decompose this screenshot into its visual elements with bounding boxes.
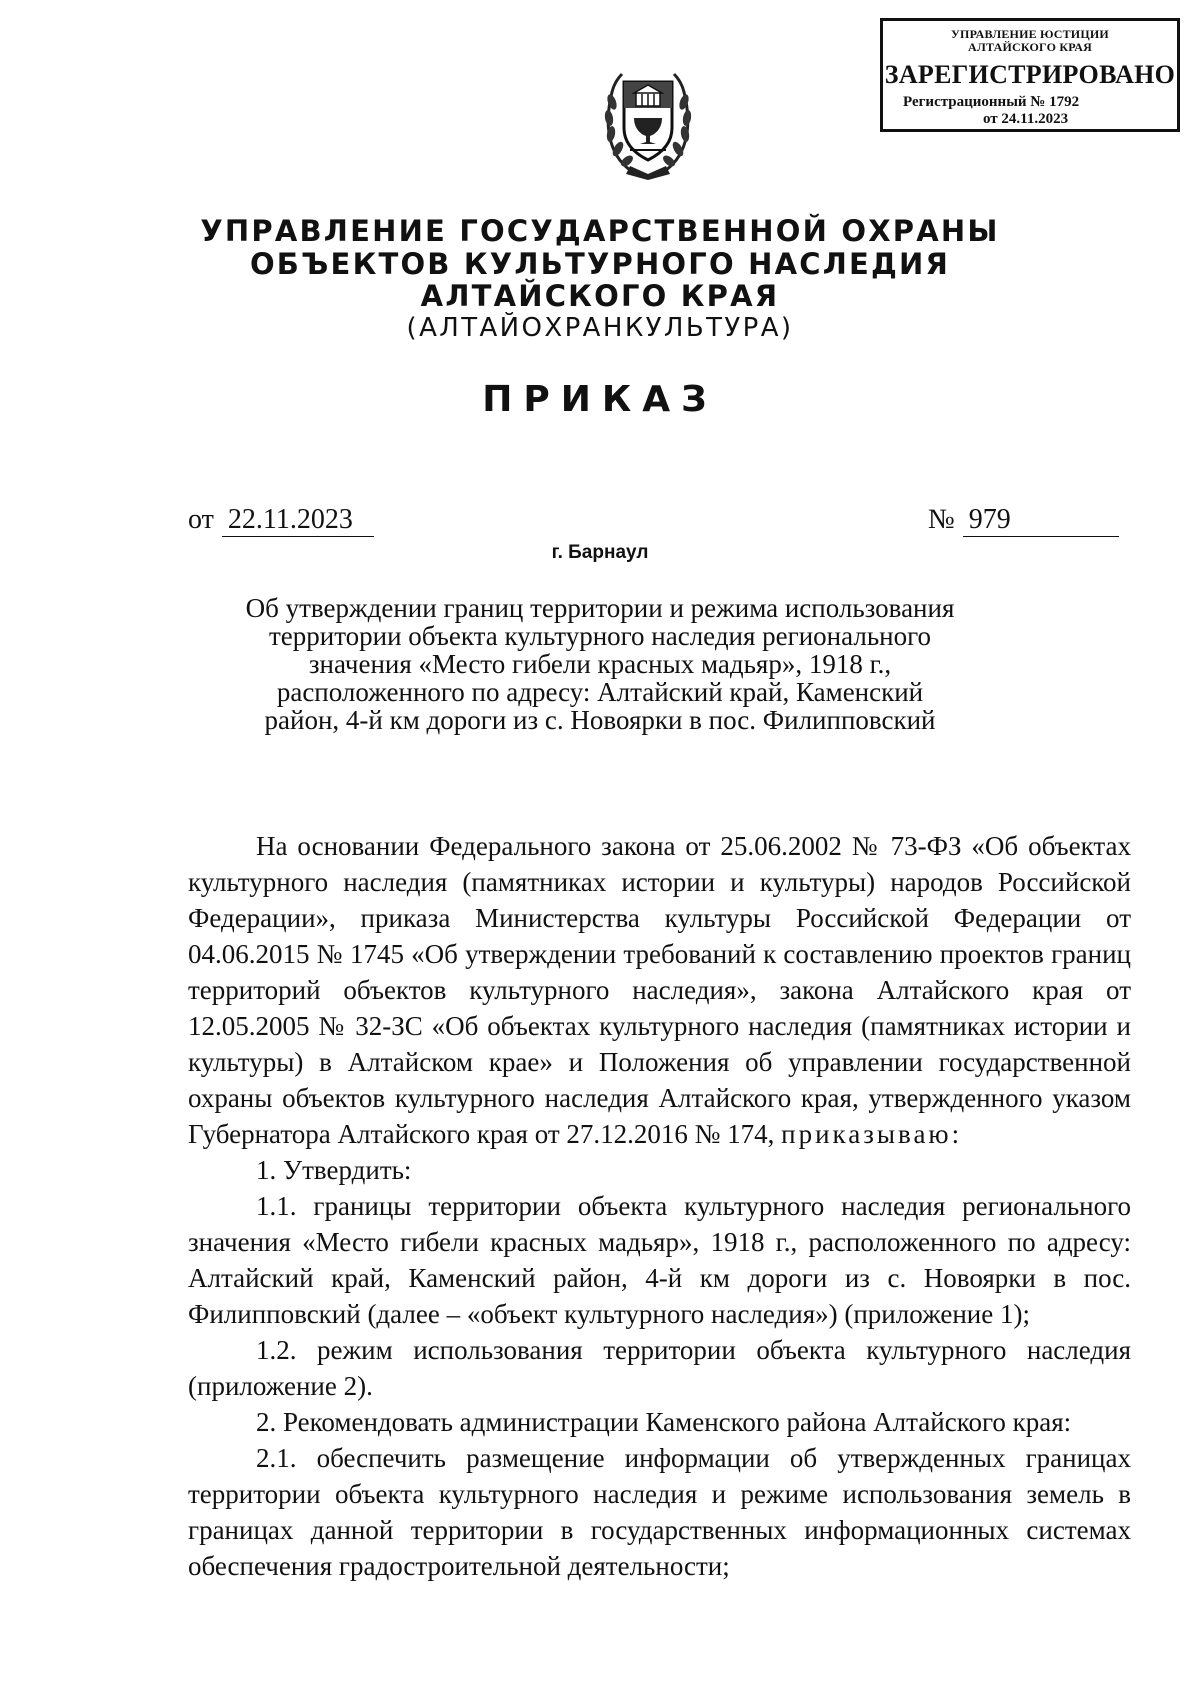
coat-of-arms-icon (600, 62, 696, 180)
stamp-reg-label: Регистрационный № (903, 94, 1046, 110)
stamp-org-line-2: АЛТАЙСКОГО КРАЯ (968, 40, 1092, 54)
org-short-name: (АЛТАЙОХРАНКУЛЬТУРА) (406, 313, 794, 343)
document-type-title: ПРИКАЗ (482, 379, 718, 420)
org-title-line-2: ОБЪЕКТОВ КУЛЬТУРНОГО НАСЛЕДИЯ (249, 247, 951, 281)
item-2: 2. Рекомендовать администрации Каменского района Алтайского края: (256, 1407, 1072, 1437)
stamp-status: ЗАРЕГИСТРИРОВАНО (884, 60, 1176, 89)
preamble-text: На основании Федерального закона от 25.06.2002 № 73-ФЗ «Об объектах культурного наследия (памятниках истории и культуры) народов Российской Федерации», приказа Министерства культуры Российской Федерации от 04.06.2015 № 1745 «Об утверждении требований к составлению проектов границ территорий объектов культурного наследия», закона Алтайского края от 12.05.2005 № 32-ЗС «Об объектах культурного наследия (памятниках истории и культуры) в Алтайском крае» и Положения об управлении государственной охраны объектов культурного наследия Алтайского края, утвержденного указом Губернатора Алтайского края от 27.12.2016 № 174, (188, 831, 1131, 1149)
preamble-paragraph (188, 828, 1131, 1152)
order-body (188, 828, 1131, 1584)
stamp-reg-number-row (883, 94, 1177, 111)
subject-line: территории объекта культурного наследия регионального (268, 621, 931, 651)
subject-line: Об утверждении границ территории и режима использования (245, 593, 955, 623)
stamp-date-label: от (983, 111, 998, 127)
order-date-label: от (188, 504, 214, 535)
stamp-date: 24.11.2023 (1001, 111, 1069, 127)
stamp-date-row (883, 111, 1177, 128)
stamp-org-line-1: УПРАВЛЕНИЕ ЮСТИЦИИ (951, 27, 1109, 41)
item-1: 1. Утвердить: (256, 1155, 412, 1185)
order-number-row (928, 504, 1119, 537)
order-date: 22.11.2023 (222, 504, 374, 537)
item-1-1: 1.1. границы территории объекта культурного наследия регионального значения «Место гибели красных мадьяр», 1918 г., расположенного по адресу: Алтайский край, Каменский район, 4-й км дороги из с. Новоярки в пос. Филипповский (далее – «объект культурного наследия») (приложение 1); (188, 1191, 1131, 1329)
subject-line: расположенного по адресу: Алтайский край, Каменский (276, 677, 924, 707)
subject-line: значения «Место гибели красных мадьяр», 1918 г., (308, 649, 892, 679)
order-date-row (188, 504, 374, 537)
registration-stamp (880, 18, 1180, 132)
org-title-line-1: УПРАВЛЕНИЕ ГОСУДАРСТВЕННОЙ ОХРАНЫ (200, 214, 1000, 248)
order-number-label: № (928, 504, 955, 535)
org-title-line-3: АЛТАЙСКОГО КРАЯ (420, 279, 780, 313)
city: г. Барнаул (551, 542, 649, 563)
order-number: 979 (963, 504, 1119, 537)
subject-line: район, 4-й км дороги из с. Новоярки в пос. Филипповский (264, 705, 936, 735)
stamp-reg-number: 1792 (1049, 94, 1080, 110)
item-2-1: 2.1. обеспечить размещение информации об утвержденных границах территории объекта культурного наследия и режиме использования земель в границах данной территории в государственных информационных системах обеспечения градостроительной деятельности; (188, 1443, 1131, 1581)
item-1-2: 1.2. режим использования территории объекта культурного наследия (приложение 2). (188, 1335, 1131, 1401)
order-subject (200, 594, 1000, 734)
order-word: приказываю: (781, 1119, 963, 1149)
